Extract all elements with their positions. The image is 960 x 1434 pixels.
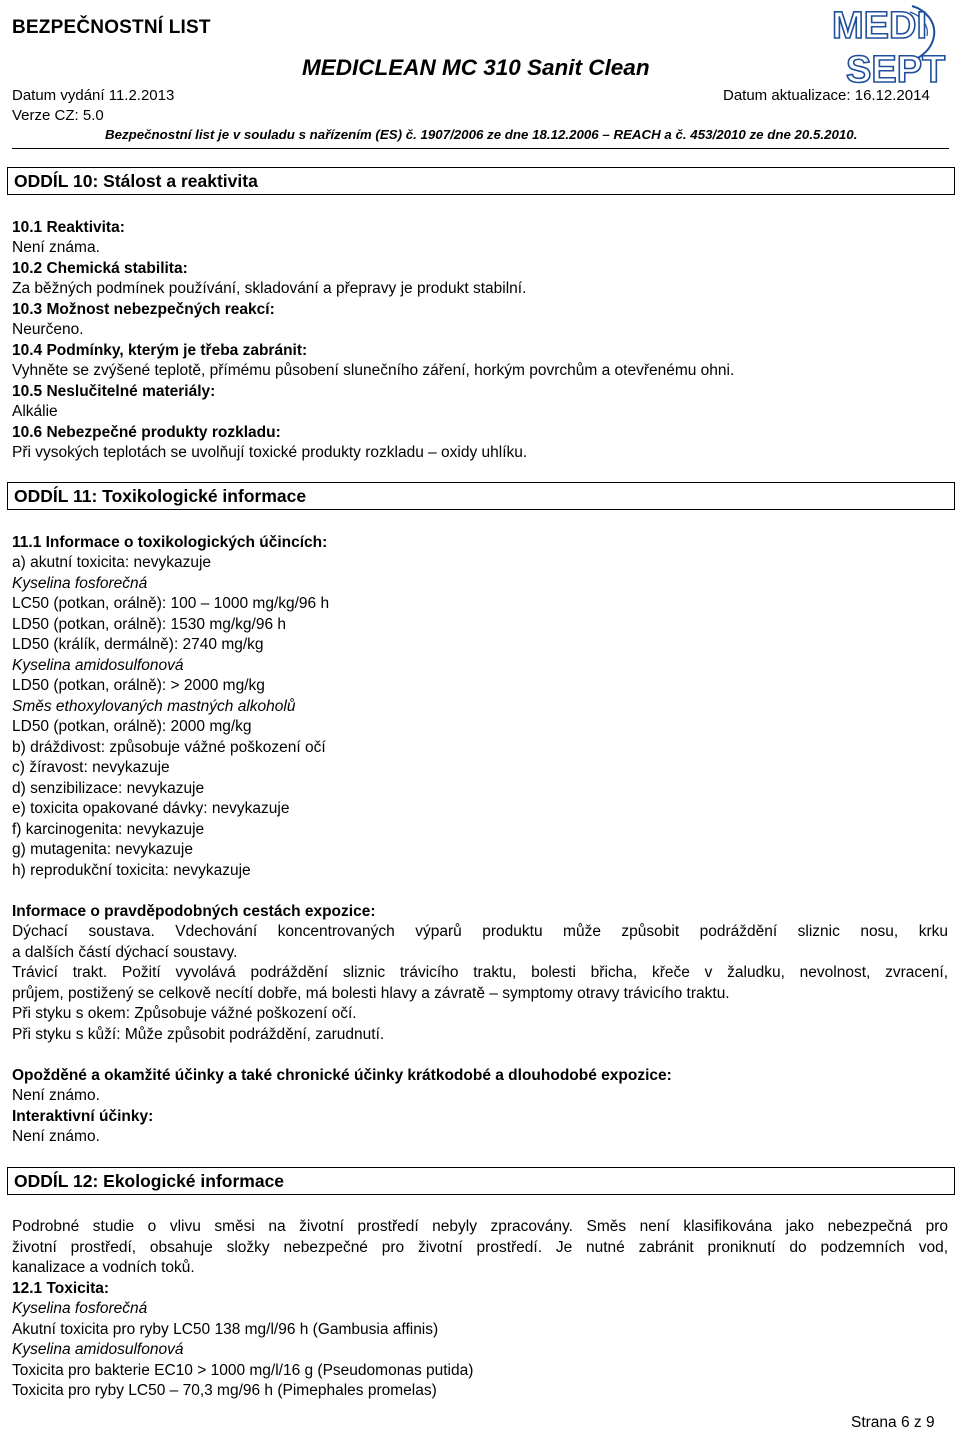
product-name: MEDICLEAN MC 310 Sanit Clean bbox=[302, 55, 650, 80]
text-line: c) žíravost: nevykazuje bbox=[12, 759, 170, 776]
section-11-title: ODDÍL 11: Toxikologické informace bbox=[14, 486, 307, 506]
page-number: Strana 6 z 9 bbox=[851, 1414, 935, 1431]
text-line: LD50 (potkan, orálně): > 2000 mg/kg bbox=[12, 677, 265, 694]
text-line: Vyhněte se zvýšené teplotě, přímému působení slunečního záření, horkým povrchům a otevřenému ohni. bbox=[12, 362, 735, 379]
header-divider bbox=[12, 148, 949, 149]
logo-text-top: MEDI bbox=[832, 5, 927, 47]
subsection-10-1-heading: 10.1 Reaktivita: bbox=[12, 219, 125, 236]
subsection-11-1-heading: 11.1 Informace o toxikologických účincích: bbox=[12, 534, 328, 551]
text-line: g) mutagenita: nevykazuje bbox=[12, 841, 193, 858]
section-12-header bbox=[7, 1167, 955, 1195]
section-12-title: ODDÍL 12: Ekologické informace bbox=[14, 1171, 285, 1191]
text-line: LD50 (králík, dermálně): 2740 mg/kg bbox=[12, 636, 264, 653]
text-line: Není známa. bbox=[12, 239, 100, 256]
text-line: Není známo. bbox=[12, 1128, 100, 1145]
version-label: Verze CZ: 5.0 bbox=[12, 107, 104, 124]
subsection-10-2-heading: 10.2 Chemická stabilita: bbox=[12, 260, 188, 277]
substance-name: Kyselina fosforečná bbox=[12, 1300, 148, 1317]
text-line: Při vysokých teplotách se uvolňují toxické produkty rozkladu – oxidy uhlíku. bbox=[12, 444, 528, 461]
text-line: LD50 (potkan, orálně): 1530 mg/kg/96 h bbox=[12, 616, 287, 633]
text-line: a dalších částí dýchací soustavy. bbox=[12, 944, 238, 961]
text-line: Není známo. bbox=[12, 1087, 100, 1104]
substance-name: Kyselina fosforečná bbox=[12, 575, 148, 592]
text-line: Za běžných podmínek používání, skladování a přepravy je produkt stabilní. bbox=[12, 280, 527, 297]
text-line: Akutní toxicita pro ryby LC50 138 mg/l/96 h (Gambusia affinis) bbox=[12, 1321, 439, 1338]
text-line: a) akutní toxicita: nevykazuje bbox=[12, 554, 212, 571]
substance-name: Směs ethoxylovaných mastných alkoholů bbox=[12, 698, 296, 715]
text-line: LC50 (potkan, orálně): 100 – 1000 mg/kg/96 h bbox=[12, 595, 330, 612]
text-line: kanalizace a vodních toků. bbox=[12, 1259, 195, 1276]
substance-name: Kyselina amidosulfonová bbox=[12, 1341, 184, 1358]
medisept-logo bbox=[826, 2, 946, 86]
subsection-10-5-heading: 10.5 Neslučitelné materiály: bbox=[12, 383, 216, 400]
logo-text-bottom: SEPT bbox=[846, 49, 946, 86]
text-line: Při styku s kůží: Může způsobit podráždění, zarudnutí. bbox=[12, 1026, 385, 1043]
subsection-10-4-heading: 10.4 Podmínky, kterým je třeba zabránit: bbox=[12, 342, 308, 359]
text-line: Alkálie bbox=[12, 403, 58, 420]
subsection-10-3-heading: 10.3 Možnost nebezpečných reakcí: bbox=[12, 301, 275, 318]
exposure-routes-heading: Informace o pravděpodobných cestách expozice: bbox=[12, 903, 376, 920]
document-title: BEZPEČNOSTNÍ LIST bbox=[12, 17, 211, 38]
interactive-effects-heading: Interaktivní účinky: bbox=[12, 1108, 154, 1125]
text-line: životní prostředí, obsahuje složky nebezpečné pro životní prostředí. Je nutné zabránit proniknutí do podzemních vod, bbox=[12, 1239, 948, 1256]
text-line: e) toxicita opakované dávky: nevykazuje bbox=[12, 800, 290, 817]
subsection-12-1-heading: 12.1 Toxicita: bbox=[12, 1280, 110, 1297]
text-line: Dýchací soustava. Vdechování koncentrovaných výparů produktu může způsobit podráždění sliznic nosu, krku bbox=[12, 923, 948, 940]
text-line: Podrobné studie o vlivu směsi na životní prostředí nebyly zpracovány. Směs není klasifikována jako nebezpečná pro bbox=[12, 1218, 948, 1235]
text-line: d) senzibilizace: nevykazuje bbox=[12, 780, 205, 797]
section-11-header bbox=[7, 482, 955, 510]
text-line: Toxicita pro ryby LC50 – 70,3 mg/96 h (Pimephales promelas) bbox=[12, 1382, 437, 1399]
subsection-10-6-heading: 10.6 Nebezpečné produkty rozkladu: bbox=[12, 424, 281, 441]
update-date: Datum aktualizace: 16.12.2014 bbox=[723, 87, 930, 104]
text-line: h) reprodukční toxicita: nevykazuje bbox=[12, 862, 251, 879]
compliance-note: Bezpečnostní list je v souladu s nařízením (ES) č. 1907/2006 ze dne 18.12.2006 – REACH a č. 453/2010 ze dne 20.5.2010. bbox=[105, 127, 858, 142]
text-line: Při styku s okem: Způsobuje vážné poškození očí. bbox=[12, 1005, 357, 1022]
document-header bbox=[0, 0, 960, 155]
delayed-effects-heading: Opožděné a okamžité účinky a také chronické účinky krátkodobé a dlouhodobé expozice: bbox=[12, 1067, 672, 1084]
substance-name: Kyselina amidosulfonová bbox=[12, 657, 184, 674]
issue-date: Datum vydání 11.2.2013 bbox=[12, 87, 175, 104]
text-line: b) dráždivost: způsobuje vážné poškození očí bbox=[12, 739, 326, 756]
text-line: LD50 (potkan, orálně): 2000 mg/kg bbox=[12, 718, 252, 735]
section-10-title: ODDÍL 10: Stálost a reaktivita bbox=[14, 171, 258, 191]
text-line: Toxicita pro bakterie EC10 > 1000 mg/l/16 g (Pseudomonas putida) bbox=[12, 1362, 474, 1379]
text-line: Neurčeno. bbox=[12, 321, 84, 338]
text-line: f) karcinogenita: nevykazuje bbox=[12, 821, 205, 838]
text-line: Trávicí trakt. Požití vyvolává podráždění sliznic trávicího traktu, bolesti břicha, křeče v žaludku, nevolnost, zvracení, bbox=[12, 964, 948, 981]
text-line: průjem, postižený se celkově necítí dobře, má bolesti hlavy a závratě – symptomy otravy trávicího traktu. bbox=[12, 985, 730, 1002]
section-10-header bbox=[7, 167, 955, 195]
